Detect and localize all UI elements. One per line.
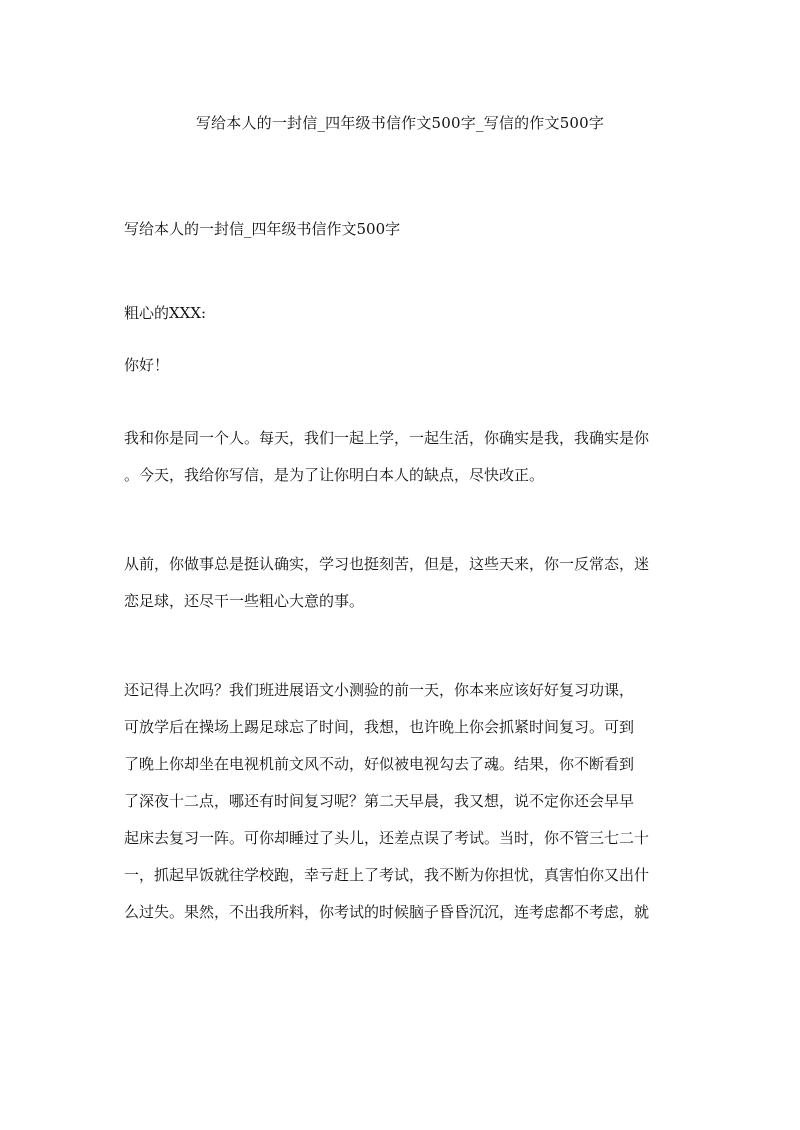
paragraph-line: 还记得上次吗？我们班进展语文小测验的前一天，你本来应该好好复习功课， [124,681,635,699]
paragraph-line: 我和你是同一个人。每天，我们一起上学，一起生活，你确实是我，我确实是你 [124,429,650,447]
paragraph-line: 起床去复习一阵。可你却睡过了头儿，还差点误了考试。当时，你不管三七二十 [124,829,650,847]
document-title: 写给本人的一封信_四年级书信作文500字_写信的作文500字 [195,114,605,132]
letter-subtitle: 写给本人的一封信_四年级书信作文500字 [124,220,401,238]
paragraph-3 [124,679,669,938]
paragraph-1 [124,427,669,501]
letter-salutation: 粗心的XXX: [124,304,207,322]
paragraph-line: 了深夜十二点，哪还有时间复习呢？第二天早晨，我又想，说不定你还会早早 [124,792,635,810]
paragraph-line: 了晚上你却坐在电视机前文风不动，好似被电视勾去了魂。结果，你不断看到 [124,755,635,773]
letter-greeting: 你好！ [124,356,170,374]
paragraph-line: 可放学后在操场上踢足球忘了时间，我想，也许晚上你会抓紧时间复习。可到 [124,718,635,736]
paragraph-2 [124,553,669,627]
paragraph-line: 一，抓起早饭就往学校跑，幸亏赶上了考试，我不断为你担忧，真害怕你又出什 [124,866,650,884]
paragraph-line: 恋足球，还尽干一些粗心大意的事。 [124,592,365,610]
paragraph-line: 。今天，我给你写信，是为了让你明白本人的缺点，尽快改正。 [124,466,545,484]
paragraph-line: 从前，你做事总是挺认确实，学习也挺刻苦，但是，这些天来，你一反常态，迷 [124,555,650,573]
paragraph-line: 么过失。果然，不出我所料，你考试的时候脑子昏昏沉沉，连考虑都不考虑，就 [124,903,650,921]
